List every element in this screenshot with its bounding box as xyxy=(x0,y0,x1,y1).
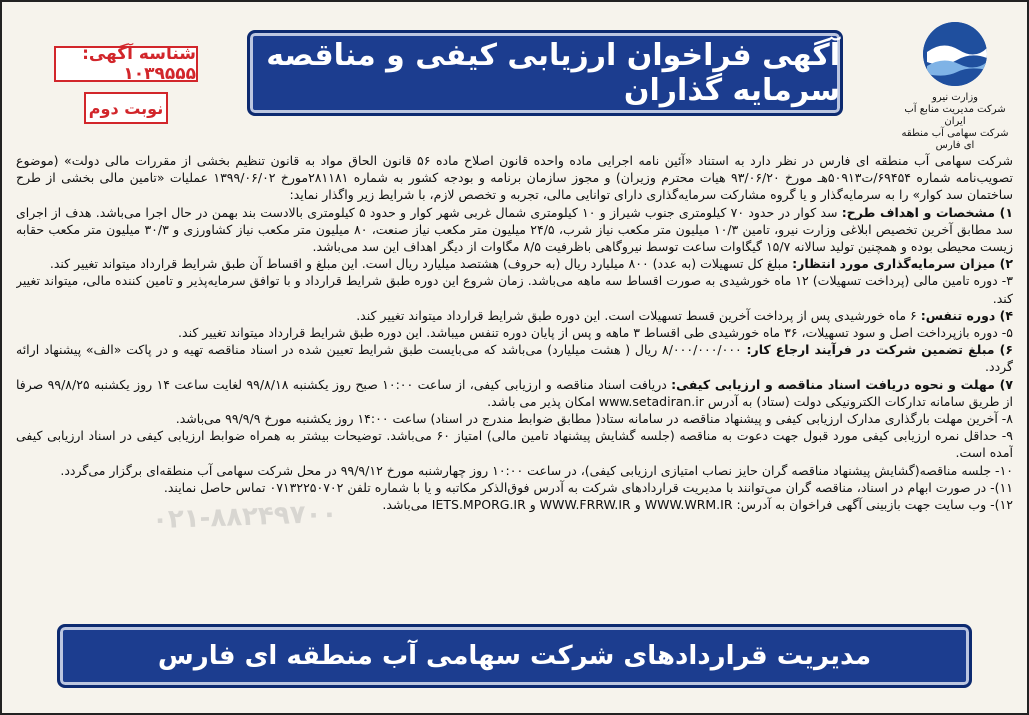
phone-watermark: ۰۲۱-۸۸۲۴۹۷۰۰ xyxy=(151,498,338,536)
paragraph-9: ۹- حداقل نمره ارزیابی کیفی مورد قبول جهت دعوت به مناقصه (جلسه گشایش پیشنهاد تامین مالی) امتیاز ۶۰ می‌باشد. توضیحات بیشتر به همراه ضوابط ارزیابی کیفی در اسناد ارزیابی کیفی آمده است. xyxy=(16,428,1013,461)
paragraph-6 xyxy=(16,341,1013,375)
paragraph-10: ۱۰- جلسه مناقصه(گشایش پیشنهاد مناقصه گران حایز نصاب امتیازی ارزیابی کیفی)، در ساعت ۱۰:۰۰ روز چهارشنبه مورخ ۹۹/۹/۱۲ در محل شرکت سهامی آب منطقه‌ای برگزار می‌گردد. xyxy=(60,462,1013,478)
notice-body xyxy=(16,152,1013,622)
water-logo-icon xyxy=(923,22,987,86)
round-badge: نوبت دوم xyxy=(84,92,168,124)
notice-id-badge: شناسه آگهی: ۱۰۳۹۵۵۵ xyxy=(54,46,198,82)
paragraph-1 xyxy=(16,204,1013,256)
paragraph-text: مبلغ کل تسهیلات (به عدد) ۸۰۰ میلیارد ریال (به حروف) هشتصد میلیارد ریال است. این مبلغ و اقساط آن طبق شرایط قرارداد میتواند تغییر کند. xyxy=(49,256,793,272)
paragraph-text: ۸/۰۰۰/۰۰۰/۰۰۰ ریال ( هشت میلیارد) می‌باشد که می‌بایست طبق شرایط تعیین شده در اسناد مناقصه تهیه و در پاکت «الف» پیشنهاد ارائه گردد. xyxy=(16,342,1013,375)
logo-caption-line: وزارت نیرو xyxy=(931,92,978,103)
paragraph-text: سد کوار در حدود ۷۰ کیلومتری جنوب شیراز و ۱۰ کیلومتری شمال غربی شهر کوار و حدود ۵ کیلومتری بالادست بند بهمن در حال اجرا می‌باشد. هدف از اجرای سد مطابق آخرین تخصیص ابلاغی وزارت نیرو، تامین ۱۰/۳ میلیون متر مکعب نیاز شرب، ۲۴/۵ میلیون متر مکعب نیاز صنعت، ۸۰ میلیون متر مکعب نیاز کشاورزی و ۳۰/۳ میلیون متر مکعب حقابه زیست محیطی بوده و همچنین تولید سالانه ۱۵/۷ گیگاوات ساعت توسط نیروگاهی باظرفیت ۸/۵ مگاوات از دیگر اهداف این سد می‌باشد. xyxy=(16,204,1013,255)
paragraph-7 xyxy=(16,376,1013,410)
paragraph-text: ۶ ماه خورشیدی پس از پرداخت آخرین قسط تسهیلات است. این دوره طبق شرایط قرارداد میتواند تغییر کند. xyxy=(356,307,921,323)
paragraph-4 xyxy=(16,307,1013,324)
paragraph-title: ۲) میزان سرمایه‌گذاری مورد انتظار: xyxy=(792,256,1013,272)
paragraph-11: ۱۱)- در صورت ابهام در اسناد، مناقصه گران می‌توانند با مدیریت قراردادهای شرکت به آدرس فوق‌الذکر مکاتبه و یا با شماره تلفن ۰۷۱۳۲۲۵۰۷۰۲ تماس حاصل نمایند. xyxy=(163,479,1013,495)
paragraph-title: ۱) مشخصات و اهداف طرح: xyxy=(841,204,1013,220)
intro-paragraph: شرکت سهامی آب منطقه ای فارس در نظر دارد به استناد «آئین نامه اجرایی ماده واحده قانون اصلاح ماده ۵۶ قانون الحاق مواد به قانون تنظیم بخشی از مقررات مالی دولت» (موضوع تصویب‌نامه شماره ۶۹۴۵۴/ت۵۰۹۱۳هـ مورخ ۹۳/۰۶/۲۰ هیات محترم وزیران) و مجوز سازمان برنامه و بودجه کشور به شماره ۲۸۱۱۸۱مورخ ۱۳۹۹/۰۶/۰۲ عملیات «تامین مالی بخشی از طرح ساختمان سد کوار» را به سرمایه‌گذار و یا گروه مشارکت سرمایه‌گذاری دارای توانایی مالی، تجربه و تخصص لازم، با شرایط زیر واگذار نماید: xyxy=(16,153,1013,203)
logo-caption xyxy=(895,92,1015,152)
paragraph-2 xyxy=(16,255,1013,272)
paragraph-title: ۶) مبلغ تضمین شرکت در فرآیند ارجاع کار: xyxy=(746,342,1013,358)
paragraph-5: ۵- دوره بازپرداخت اصل و سود تسهیلات، ۳۶ ماه خورشیدی طی اقساط ۳ ماهه و پس از پایان دوره تنفس میباشد. این دوره طبق شرایط قرارداد میتواند تغییر کند. xyxy=(178,325,1013,341)
paragraph-text: دریافت اسناد مناقصه و ارزیابی کیفی، از ساعت ۱۰:۰۰ صبح روز یکشنبه ۹۹/۸/۱۸ لغایت ساعت ۱۴ روز یکشنبه ۹۹/۸/۲۵ صرفا از طریق سامانه تدارکات الکترونیکی دولت (ستاد) به آدرس www.setadiran.ir امکان پذیر می باشد. xyxy=(16,376,1013,409)
paragraph-8: ۸- آخرین مهلت بارگذاری مدارک ارزیابی کیفی و پیشنهاد مناقصه در سامانه ستاد( مطابق ضوابط مندرج در اسناد) ساعت ۱۴:۰۰ روز یکشنبه مورخ ۹۹/۹/۹ می‌باشد. xyxy=(175,411,1013,427)
page-title: آگهی فراخوان ارزیابی کیفی و مناقصه سرمایه گذاران xyxy=(247,30,843,116)
paragraph-12: ۱۲)- وب سایت جهت بازبینی آگهی فراخوان به آدرس: WWW.WRM.IR و WWW.FRRW.IR و IETS.MPORG.IR می‌باشد. xyxy=(382,497,1013,513)
logo-caption-line: شرکت مدیریت منابع آب ایران xyxy=(904,104,1006,127)
logo-caption-line: شرکت سهامی آب منطقه ای فارس xyxy=(901,128,1009,151)
footer-banner: مدیریت قراردادهای شرکت سهامی آب منطقه ای فارس xyxy=(57,624,972,688)
paragraph-title: ۷) مهلت و نحوه دریافت اسناد مناقصه و ارزیابی کیفی: xyxy=(671,376,1013,392)
paragraph-title: ۴) دوره تنفس: xyxy=(920,307,1013,323)
paragraph-3: ۳- دوره تامین مالی (پرداخت تسهیلات) ۱۲ ماه خورشیدی به صورت اقساط سه ماهه می‌باشد. زمان شروع این دوره طبق شرایط قرارداد و با توافق سرمایه‌پذیر و تامین کننده مالی، میتواند تغییر کند. xyxy=(16,273,1013,306)
logo xyxy=(895,22,1015,151)
